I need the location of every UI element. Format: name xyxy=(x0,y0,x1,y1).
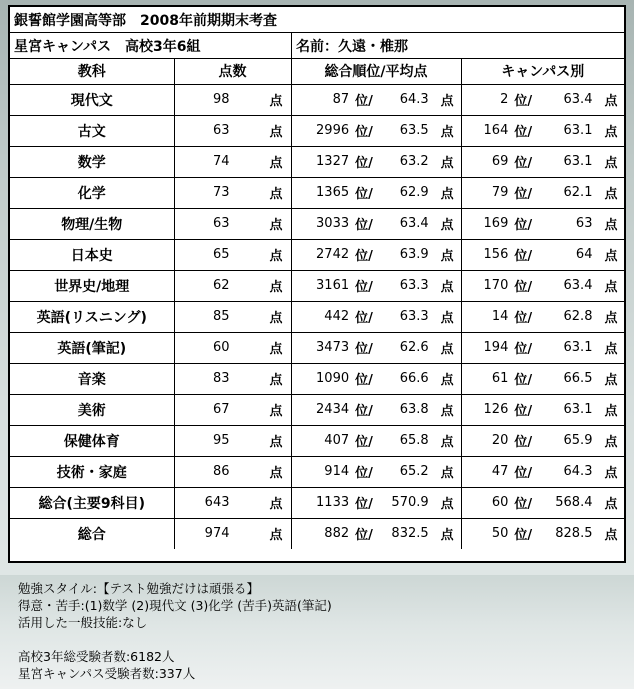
campus-rank-value: 47 xyxy=(491,464,509,479)
campus-rank-value: 194 xyxy=(483,340,509,355)
overall-rank-value: 2996 xyxy=(316,123,350,138)
overall-rank-cell xyxy=(291,239,461,270)
overall-rank-value: 914 xyxy=(324,464,350,479)
subject-cell: 現代文 xyxy=(10,84,174,115)
campus-class: 星宮キャンパス 高校3年6組 xyxy=(10,33,292,58)
subject-cell: 物理/生物 xyxy=(10,208,174,239)
point-unit: 点 xyxy=(269,125,283,140)
rank-unit: 位/ xyxy=(514,404,533,419)
overall-rank-cell xyxy=(291,270,461,301)
notes-section xyxy=(18,580,332,682)
score-value: 63 xyxy=(212,216,230,231)
campus-rank-cell xyxy=(461,425,624,456)
point-unit: 点 xyxy=(269,342,283,357)
overall-rank-cell xyxy=(291,332,461,363)
study-style: 勉強スタイル:【テスト勉強だけは頑張る】 xyxy=(18,581,259,596)
campus-average-value: 828.5 xyxy=(555,526,593,542)
overall-rank-cell xyxy=(291,487,461,518)
score-cell xyxy=(174,84,291,115)
overall-average-value: 570.9 xyxy=(391,495,429,510)
point-unit: 点 xyxy=(604,373,618,388)
rank-unit: 位/ xyxy=(514,187,533,202)
point-unit: 点 xyxy=(604,311,618,326)
point-unit: 点 xyxy=(269,466,283,481)
campus-rank-value: 14 xyxy=(491,309,509,324)
table-row xyxy=(10,425,624,456)
point-unit: 点 xyxy=(440,404,454,419)
campus-rank-value: 126 xyxy=(483,402,509,417)
point-unit: 点 xyxy=(269,435,283,450)
point-unit: 点 xyxy=(440,373,454,388)
point-unit: 点 xyxy=(269,373,283,388)
overall-average-value: 64.3 xyxy=(399,92,429,107)
campus-rank-value: 60 xyxy=(491,495,509,510)
score-value: 67 xyxy=(212,402,230,417)
score-value: 974 xyxy=(204,526,230,542)
rank-unit: 位/ xyxy=(514,156,533,171)
overall-average-value: 832.5 xyxy=(391,526,429,542)
campus-average-value: 64.3 xyxy=(563,464,593,479)
campus-rank-cell xyxy=(461,115,624,146)
subject-cell: 世界史/地理 xyxy=(10,270,174,301)
rank-unit: 位/ xyxy=(514,311,533,326)
subject-cell: 数学 xyxy=(10,146,174,177)
rank-unit: 位/ xyxy=(355,404,373,419)
overall-average-value: 63.2 xyxy=(399,154,429,169)
campus-rank-value: 61 xyxy=(491,371,509,386)
campus-average-value: 64 xyxy=(575,247,593,262)
table-row xyxy=(10,456,624,487)
table-row xyxy=(10,146,624,177)
overall-average-value: 62.9 xyxy=(399,185,429,200)
total-examinees: 高校3年総受験者数:6182人 xyxy=(18,649,175,664)
subject-cell: 技術・家庭 xyxy=(10,456,174,487)
campus-rank-value: 79 xyxy=(491,185,509,200)
campus-rank-cell xyxy=(461,456,624,487)
overall-average-value: 63.8 xyxy=(399,402,429,417)
point-unit: 点 xyxy=(604,342,618,357)
campus-average-value: 63.4 xyxy=(563,278,593,293)
rank-unit: 位/ xyxy=(514,528,533,544)
overall-rank-value: 87 xyxy=(332,92,350,107)
rank-unit: 位/ xyxy=(355,125,373,140)
point-unit: 点 xyxy=(440,187,454,202)
overall-rank-cell xyxy=(291,301,461,332)
overall-rank-cell xyxy=(291,456,461,487)
table-row xyxy=(10,518,624,549)
point-unit: 点 xyxy=(440,249,454,264)
campus-rank-value: 50 xyxy=(491,526,509,542)
overall-rank-value: 3033 xyxy=(316,216,350,231)
campus-rank-cell xyxy=(461,518,624,549)
point-unit: 点 xyxy=(269,249,283,264)
point-unit: 点 xyxy=(269,404,283,419)
campus-rank-cell xyxy=(461,487,624,518)
score-value: 73 xyxy=(212,185,230,200)
overall-rank-value: 442 xyxy=(324,309,350,324)
point-unit: 点 xyxy=(440,466,454,481)
score-value: 86 xyxy=(212,464,230,479)
rank-unit: 位/ xyxy=(355,280,373,295)
overall-rank-cell xyxy=(291,84,461,115)
score-table xyxy=(10,59,624,549)
overall-average-value: 63.3 xyxy=(399,278,429,293)
rank-unit: 位/ xyxy=(514,373,533,388)
student-name-cell xyxy=(292,33,624,58)
point-unit: 点 xyxy=(604,187,618,202)
campus-rank-cell xyxy=(461,84,624,115)
overall-average-value: 63.9 xyxy=(399,247,429,262)
campus-rank-cell xyxy=(461,332,624,363)
score-cell xyxy=(174,332,291,363)
point-unit: 点 xyxy=(269,218,283,233)
point-unit: 点 xyxy=(440,342,454,357)
point-unit: 点 xyxy=(440,311,454,326)
general-skills: 活用した一般技能:なし xyxy=(18,615,148,630)
campus-rank-value: 69 xyxy=(491,154,509,169)
rank-unit: 位/ xyxy=(514,125,533,140)
campus-rank-value: 156 xyxy=(483,247,509,262)
score-value: 62 xyxy=(212,278,230,293)
campus-average-value: 63.4 xyxy=(563,92,593,107)
subject-cell: 保健体育 xyxy=(10,425,174,456)
score-value: 65 xyxy=(212,247,230,262)
point-unit: 点 xyxy=(269,528,283,544)
score-value: 60 xyxy=(212,340,230,355)
rank-unit: 位/ xyxy=(355,218,373,233)
point-unit: 点 xyxy=(604,280,618,295)
rank-unit: 位/ xyxy=(514,435,533,450)
rank-unit: 位/ xyxy=(355,187,373,202)
overall-rank-cell xyxy=(291,363,461,394)
score-cell xyxy=(174,487,291,518)
rank-unit: 位/ xyxy=(514,280,533,295)
score-cell xyxy=(174,115,291,146)
campus-average-value: 63.1 xyxy=(563,402,593,417)
rank-unit: 位/ xyxy=(514,249,533,264)
table-row xyxy=(10,487,624,518)
point-unit: 点 xyxy=(269,280,283,295)
subject-cell: 総合 xyxy=(10,518,174,549)
campus-rank-cell xyxy=(461,301,624,332)
table-row xyxy=(10,177,624,208)
subject-cell: 美術 xyxy=(10,394,174,425)
score-cell xyxy=(174,425,291,456)
table-row xyxy=(10,270,624,301)
report-title: 銀誓館学園高等部 2008年前期期末考査 xyxy=(10,7,624,33)
score-cell xyxy=(174,177,291,208)
overall-rank-cell xyxy=(291,394,461,425)
subject-cell: 古文 xyxy=(10,115,174,146)
point-unit: 点 xyxy=(440,528,454,544)
table-row xyxy=(10,84,624,115)
campus-average-value: 65.9 xyxy=(563,433,593,448)
table-row xyxy=(10,115,624,146)
score-value: 98 xyxy=(212,92,230,107)
score-cell xyxy=(174,270,291,301)
rank-unit: 位/ xyxy=(355,435,373,450)
campus-rank-value: 164 xyxy=(483,123,509,138)
overall-rank-value: 1133 xyxy=(316,495,350,510)
campus-examinees: 星宮キャンパス受験者数:337人 xyxy=(18,666,196,681)
overall-rank-value: 2434 xyxy=(316,402,350,417)
overall-rank-cell xyxy=(291,208,461,239)
rank-unit: 位/ xyxy=(355,466,373,481)
overall-rank-cell xyxy=(291,425,461,456)
subject-cell: 総合(主要9科目) xyxy=(10,487,174,518)
overall-rank-value: 3473 xyxy=(316,340,350,355)
name-label: 名前： xyxy=(296,38,338,55)
campus-average-value: 63 xyxy=(575,216,593,231)
score-value: 83 xyxy=(212,371,230,386)
score-cell xyxy=(174,394,291,425)
subject-cell: 化学 xyxy=(10,177,174,208)
column-header-score: 点数 xyxy=(174,59,291,84)
point-unit: 点 xyxy=(604,404,618,419)
score-cell xyxy=(174,239,291,270)
rank-unit: 位/ xyxy=(355,156,373,171)
point-unit: 点 xyxy=(604,435,618,450)
rank-unit: 位/ xyxy=(514,342,533,357)
score-cell xyxy=(174,301,291,332)
score-cell xyxy=(174,363,291,394)
rank-unit: 位/ xyxy=(355,311,373,326)
point-unit: 点 xyxy=(604,125,618,140)
overall-average-value: 62.6 xyxy=(399,340,429,355)
campus-average-value: 62.1 xyxy=(563,185,593,200)
campus-average-value: 63.1 xyxy=(563,154,593,169)
overall-average-value: 66.6 xyxy=(399,371,429,386)
point-unit: 点 xyxy=(440,94,454,109)
overall-rank-cell xyxy=(291,518,461,549)
rank-unit: 位/ xyxy=(355,94,373,109)
rank-unit: 位/ xyxy=(514,466,533,481)
student-name: 久遠・椎那 xyxy=(338,38,408,55)
overall-average-value: 63.3 xyxy=(399,309,429,324)
point-unit: 点 xyxy=(604,156,618,171)
point-unit: 点 xyxy=(440,435,454,450)
campus-average-value: 66.5 xyxy=(563,371,593,386)
score-value: 95 xyxy=(212,433,230,448)
campus-rank-cell xyxy=(461,363,624,394)
rank-unit: 位/ xyxy=(355,528,373,544)
campus-rank-cell xyxy=(461,208,624,239)
score-value: 74 xyxy=(212,154,230,169)
point-unit: 点 xyxy=(269,156,283,171)
overall-average-value: 63.4 xyxy=(399,216,429,231)
overall-rank-cell xyxy=(291,177,461,208)
point-unit: 点 xyxy=(604,218,618,233)
subject-cell: 英語(筆記) xyxy=(10,332,174,363)
point-unit: 点 xyxy=(604,466,618,481)
overall-rank-value: 3161 xyxy=(316,278,350,293)
table-row xyxy=(10,363,624,394)
table-row xyxy=(10,394,624,425)
point-unit: 点 xyxy=(604,497,618,512)
student-info-row xyxy=(10,33,624,59)
subject-cell: 音楽 xyxy=(10,363,174,394)
table-row xyxy=(10,301,624,332)
subject-cell: 日本史 xyxy=(10,239,174,270)
overall-rank-value: 1327 xyxy=(316,154,350,169)
overall-rank-value: 2742 xyxy=(316,247,350,262)
campus-rank-cell xyxy=(461,177,624,208)
campus-rank-cell xyxy=(461,146,624,177)
rank-unit: 位/ xyxy=(355,249,373,264)
table-header-row xyxy=(10,59,624,84)
report-card xyxy=(8,5,626,563)
rank-unit: 位/ xyxy=(355,373,373,388)
campus-rank-value: 20 xyxy=(491,433,509,448)
table-row xyxy=(10,208,624,239)
rank-unit: 位/ xyxy=(514,218,533,233)
campus-average-value: 568.4 xyxy=(555,495,593,510)
overall-rank-value: 882 xyxy=(324,526,350,542)
column-header-campus: キャンパス別 xyxy=(461,59,624,84)
overall-rank-cell xyxy=(291,146,461,177)
subject-cell: 英語(リスニング) xyxy=(10,301,174,332)
strengths-weaknesses: 得意・苦手:(1)数学 (2)現代文 (3)化学 (苦手)英語(筆記) xyxy=(18,598,332,613)
score-value: 85 xyxy=(212,309,230,324)
campus-rank-cell xyxy=(461,239,624,270)
overall-rank-cell xyxy=(291,115,461,146)
point-unit: 点 xyxy=(440,497,454,512)
notes-spacer xyxy=(18,631,332,648)
score-value: 63 xyxy=(212,123,230,138)
score-cell xyxy=(174,456,291,487)
point-unit: 点 xyxy=(440,156,454,171)
point-unit: 点 xyxy=(269,187,283,202)
campus-average-value: 63.1 xyxy=(563,340,593,355)
overall-average-value: 65.2 xyxy=(399,464,429,479)
point-unit: 点 xyxy=(440,125,454,140)
campus-rank-value: 169 xyxy=(483,216,509,231)
column-header-overall: 総合順位/平均点 xyxy=(291,59,461,84)
rank-unit: 位/ xyxy=(355,342,373,357)
campus-rank-value: 170 xyxy=(483,278,509,293)
rank-unit: 位/ xyxy=(514,94,533,109)
rank-unit: 位/ xyxy=(355,497,373,512)
column-header-subject: 教科 xyxy=(10,59,174,84)
campus-rank-cell xyxy=(461,270,624,301)
table-row xyxy=(10,239,624,270)
campus-rank-value: 2 xyxy=(500,92,509,107)
score-cell xyxy=(174,518,291,549)
overall-rank-value: 1365 xyxy=(316,185,350,200)
campus-average-value: 62.8 xyxy=(563,309,593,324)
overall-rank-value: 407 xyxy=(324,433,350,448)
score-cell xyxy=(174,146,291,177)
point-unit: 点 xyxy=(269,311,283,326)
campus-average-value: 63.1 xyxy=(563,123,593,138)
overall-average-value: 65.8 xyxy=(399,433,429,448)
rank-unit: 位/ xyxy=(514,497,533,512)
point-unit: 点 xyxy=(604,249,618,264)
table-row xyxy=(10,332,624,363)
point-unit: 点 xyxy=(440,280,454,295)
overall-rank-value: 1090 xyxy=(316,371,350,386)
campus-rank-cell xyxy=(461,394,624,425)
point-unit: 点 xyxy=(269,94,283,109)
score-value: 643 xyxy=(204,495,230,510)
point-unit: 点 xyxy=(604,528,618,544)
point-unit: 点 xyxy=(604,94,618,109)
score-cell xyxy=(174,208,291,239)
point-unit: 点 xyxy=(440,218,454,233)
overall-average-value: 63.5 xyxy=(399,123,429,138)
point-unit: 点 xyxy=(269,497,283,512)
